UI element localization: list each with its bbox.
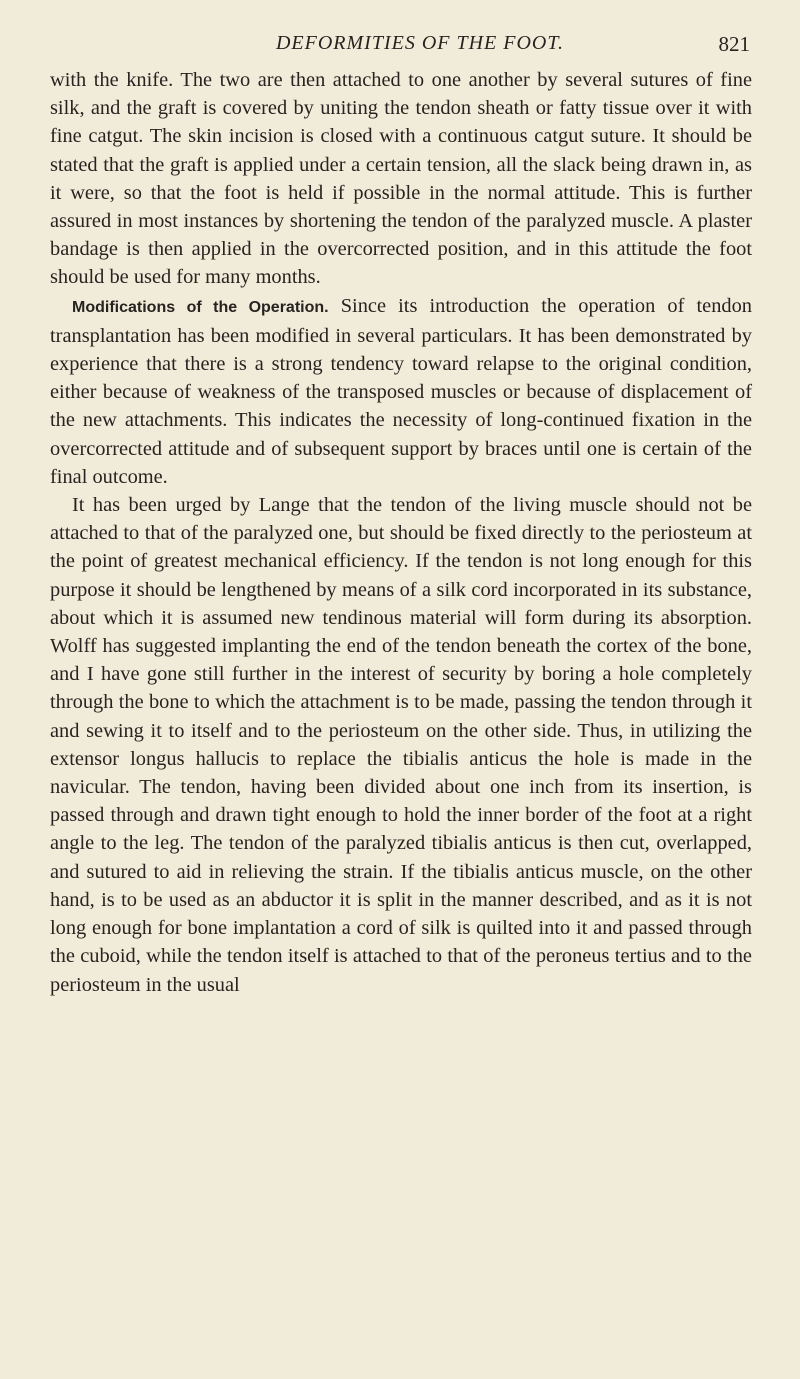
paragraph-2-text: Since its introduction the operation of tendon transplantation has been modified in several particulars. It has been demonstrated by experience that there is a strong tendency toward relapse to the original condition, either because of weakness of the transposed muscles or because of displacement of the new attachments. This indicates the necessity of long-continued fixation in the overcorrected attitude and of subsequent support by braces until one is certain of the final outcome.	[50, 294, 752, 488]
paragraph-2	[50, 292, 752, 491]
paragraph-3: It has been urged by Lange that the tendon of the living muscle should not be attached to that of the paralyzed one, but should be fixed directly to the periosteum at the point of greatest mechanical efficiency. If the tendon is not long enough for this purpose it should be lengthened by means of a silk cord incorporated in its substance, about which it is assumed new tendinous material will form during its absorption. Wolff has suggested implanting the end of the tendon beneath the cortex of the bone, and I have gone still further in the interest of security by boring a hole completely through the bone to which the attachment is to be made, passing the tendon through it and sewing it to itself and to the periosteum on the other side. Thus, in utilizing the extensor longus hallucis to replace the tibialis anticus the hole is made in the navicular. The tendon, having been divided about one inch from its insertion, is passed through and drawn tight enough to hold the inner border of the foot at a right angle to the leg. The tendon of the paralyzed tibialis anticus is then cut, overlapped, and sutured to aid in relieving the strain. If the tibialis anticus muscle, on the other hand, is to be used as an abductor it is split in the manner described, and as it is not long enough for bone implantation a cord of silk is quilted into it and passed through the cuboid, while the tendon itself is attached to that of the peroneus tertius and to the periosteum in the usual	[50, 494, 752, 996]
page-number: 821	[718, 32, 750, 56]
body-text	[50, 66, 752, 999]
page-header	[90, 32, 750, 62]
paragraph-1: with the knife. The two are then attached to one another by several sutures of fine silk, and the graft is covered by uniting the tendon sheath or fatty tissue over it with fine catgut. The skin incision is closed with a continuous catgut suture. It should be stated that the graft is applied under a certain tension, all the slack being drawn in, as it were, so that the foot is held if possible in the normal attitude. This is further assured in most instances by shortening the tendon of the paralyzed muscle. A plaster bandage is then applied in the overcorrected position, and in this attitude the foot should be used for many months.	[50, 69, 752, 289]
running-head: DEFORMITIES OF THE FOOT.	[275, 32, 565, 54]
section-heading: Modifications of the Operation.	[72, 298, 329, 316]
